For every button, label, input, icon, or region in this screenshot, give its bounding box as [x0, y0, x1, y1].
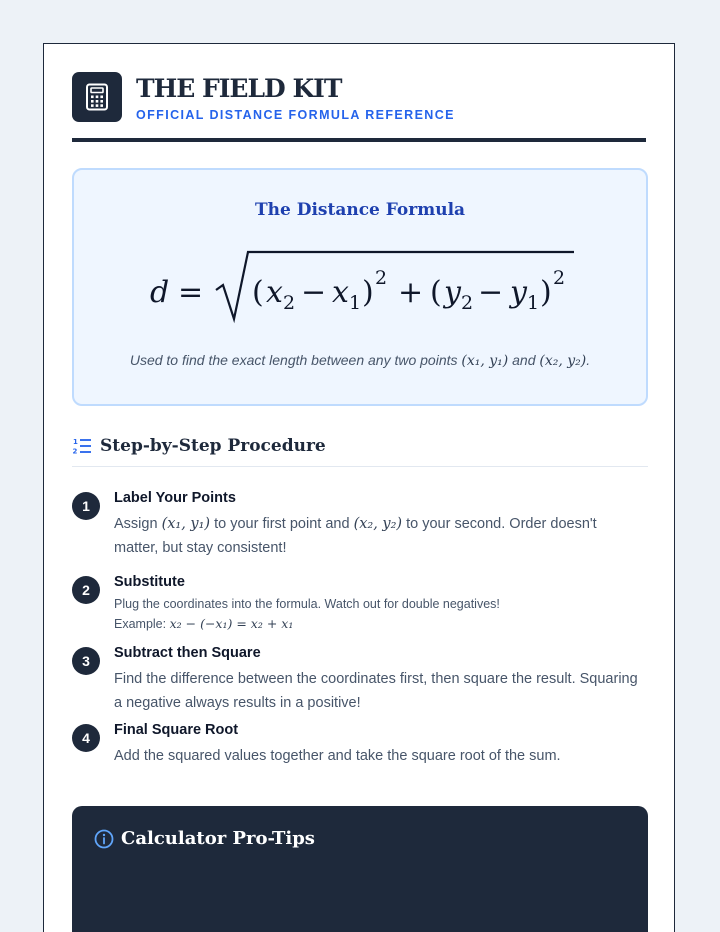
caption-end: . [586, 352, 591, 368]
example-label: Example: [114, 617, 170, 631]
distance-formula-equation [134, 248, 590, 328]
svg-text:1: 1 [349, 292, 362, 314]
step-text-part: to your second. Order doesn't matter, but stay consistent! [114, 516, 597, 556]
step-text: Find the difference between the coordinates first, then square the result. Squaring a negative always results in a positive! [114, 671, 638, 711]
step-title: Subtract then Square [114, 645, 261, 661]
point-two-math: (x₂, y₂) [353, 516, 403, 532]
svg-text:(: ( [252, 275, 264, 310]
svg-text:−: − [301, 275, 327, 310]
point-two-math: (x₂, y₂) [539, 353, 587, 369]
step-4 [72, 722, 648, 770]
step-text-part: Assign [114, 516, 162, 532]
svg-text:2: 2 [283, 292, 296, 314]
step-1 [72, 490, 648, 562]
step-number: 4 [72, 724, 100, 752]
formula-title: The Distance Formula [254, 200, 466, 220]
info-icon [94, 829, 114, 849]
svg-text:1: 1 [527, 292, 540, 314]
step-number: 2 [72, 576, 100, 604]
example-line [114, 614, 644, 634]
svg-text:): ) [362, 275, 374, 310]
svg-text:−: − [478, 275, 504, 310]
svg-text:(: ( [430, 275, 442, 310]
step-number: 3 [72, 647, 100, 675]
formula-caption [74, 352, 646, 369]
svg-text:x: x [332, 275, 349, 310]
svg-text:+: + [398, 275, 424, 310]
step-text-line: Plug the coordinates into the formula. Watch out for double negatives! [114, 597, 500, 611]
header [72, 72, 646, 142]
step-text: Add the squared values together and take the square root of the sum. [114, 748, 561, 764]
step-2 [72, 574, 648, 636]
svg-text:y: y [444, 275, 461, 310]
procedure-section-header [72, 434, 648, 467]
brand-subtitle: OFFICIAL DISTANCE FORMULA REFERENCE [136, 108, 455, 122]
step-number: 1 [72, 492, 100, 520]
calculator-icon [72, 72, 122, 122]
caption-text: Used to find the exact length between any two points [129, 352, 462, 368]
svg-text:x: x [266, 275, 283, 310]
svg-text:1: 1 [73, 438, 78, 446]
step-title: Label Your Points [114, 490, 236, 506]
svg-text:2: 2 [375, 267, 388, 289]
svg-text:y: y [510, 275, 527, 310]
procedure-title: Step-by-Step Procedure [100, 436, 326, 456]
svg-text:2: 2 [72, 447, 78, 456]
step-text [114, 512, 644, 560]
formula-box [72, 168, 648, 406]
reference-card [43, 43, 675, 932]
step-title: Final Square Root [114, 722, 239, 738]
point-one-math: (x₁, y₁) [461, 353, 509, 369]
svg-text:=: = [178, 275, 204, 310]
brand-title: THE FIELD KIT [136, 74, 342, 103]
svg-text:2: 2 [553, 267, 566, 289]
step-3 [72, 645, 648, 715]
step-text [114, 595, 644, 634]
tips-title: Calculator Pro-Tips [121, 828, 315, 849]
point-one-math: (x₁, y₁) [161, 516, 211, 532]
step-text-part: to your first point and [210, 516, 354, 532]
caption-and: and [508, 352, 540, 368]
example-math: x₂ − (−x₁) = x₂ + x₁ [169, 616, 294, 631]
svg-text:): ) [540, 275, 552, 310]
step-title: Substitute [114, 574, 185, 590]
calculator-tips-panel [72, 806, 648, 932]
svg-text:d: d [150, 275, 170, 310]
numbered-list-icon [72, 437, 92, 457]
svg-text:2: 2 [461, 292, 474, 314]
